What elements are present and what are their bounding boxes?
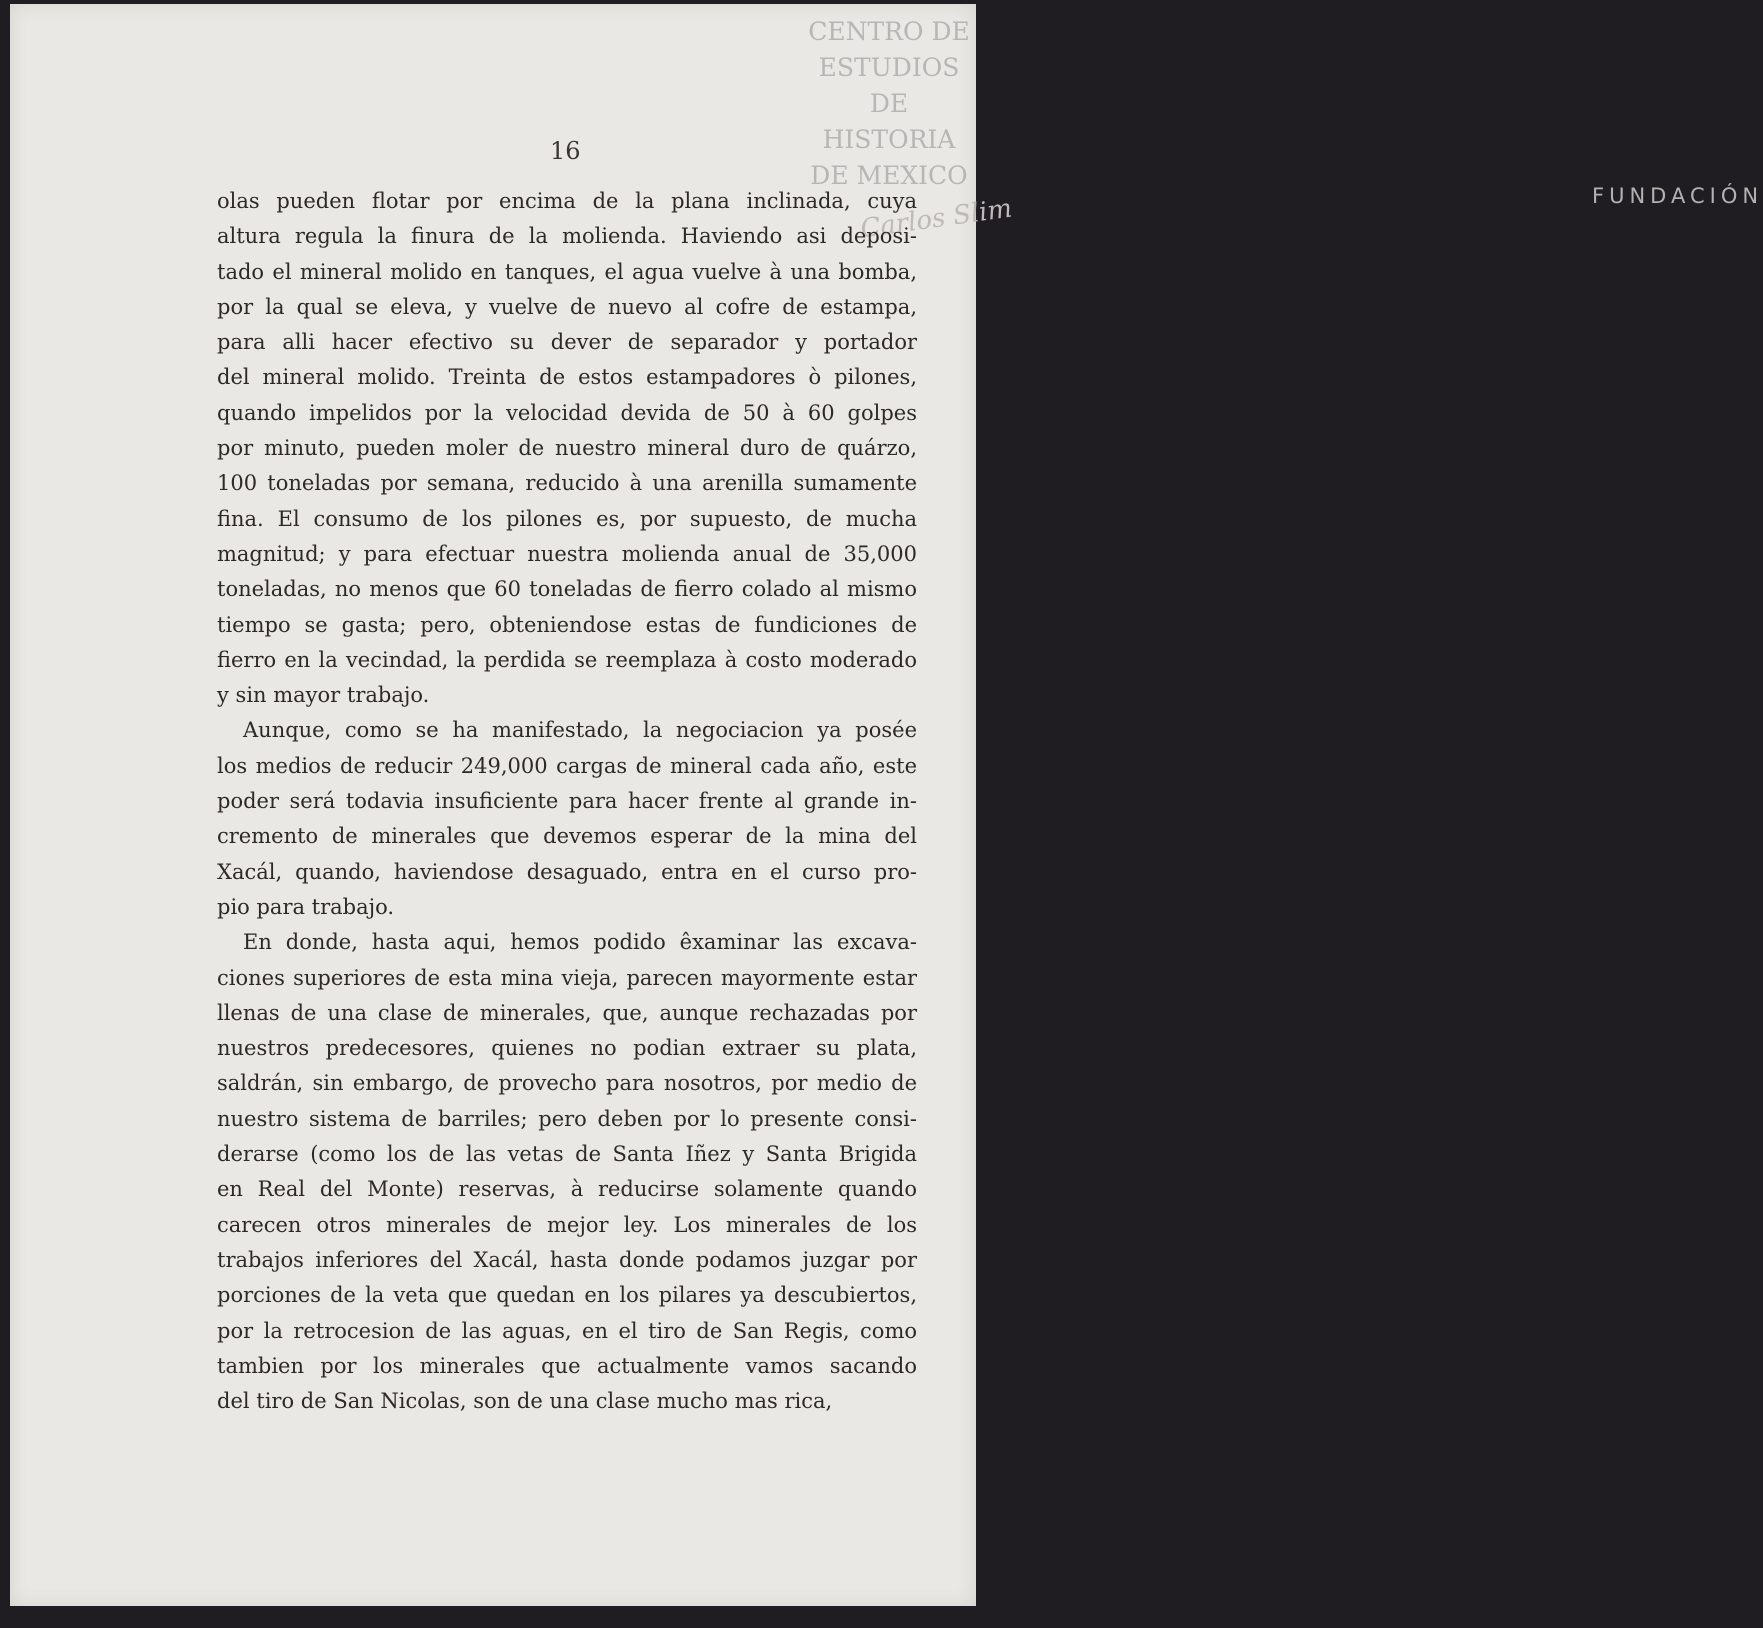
text-line: ciones superiores de esta mina vieja, parecen mayormente estar [217, 965, 917, 990]
watermark-stamp [800, 14, 978, 194]
text-line: en Real del Monte) reservas, à reducirse solamente quando [217, 1177, 917, 1202]
text-line: quando impelidos por la velocidad devida de 50 à 60 golpes [217, 400, 917, 425]
text-line: olas pueden flotar por encima de la plana inclinada, cuya [217, 189, 917, 213]
text-line: nuestro sistema de barriles; pero deben por lo presente consi- [217, 1106, 917, 1131]
watermark-line: DE MEXICO [810, 161, 968, 190]
text-line: por la qual se eleva, y vuelve de nuevo al cofre de estampa, [217, 294, 917, 319]
text-line: trabajos inferiores del Xacál, hasta donde podamos juzgar por [217, 1247, 917, 1272]
watermark-line: DE HISTORIA [822, 89, 956, 154]
text-line: por la retrocesion de las aguas, en el tiro de San Regis, como [217, 1318, 917, 1343]
text-line: En donde, hasta aqui, hemos podido êxaminar las excava- [243, 930, 917, 955]
text-line: saldrán, sin embargo, de provecho para nosotros, por medio de [217, 1071, 917, 1096]
text-line: fierro en la vecindad, la perdida se reemplaza à costo moderado [217, 647, 917, 672]
text-line: llenas de una clase de minerales, que, aunque rechazadas por [217, 1000, 917, 1025]
text-line: tado el mineral molido en tanques, el agua vuelve à una bomba, [217, 259, 917, 284]
document-page [10, 4, 1763, 1606]
watermark-line: ESTUDIOS [818, 53, 960, 82]
text-line: toneladas, no menos que 60 toneladas de fierro colado al mismo [217, 577, 917, 602]
watermark-line: CENTRO DE [808, 17, 970, 46]
page-number: 16 [550, 137, 581, 165]
text-line: Aunque, como se ha manifestado, la negociacion ya posée [243, 718, 917, 743]
text-line: 100 toneladas por semana, reducido à una arenilla sumamente [217, 471, 917, 496]
watermark-foundation: FUNDACIÓN [1592, 184, 1763, 208]
text-line: fina. El consumo de los pilones es, por supuesto, de mucha [217, 506, 917, 531]
text-line: por minuto, pueden moler de nuestro mineral duro de quárzo, [217, 436, 917, 461]
text-line: pio para trabajo. [217, 894, 395, 919]
text-line: tambien por los minerales que actualmente vamos sacando [217, 1353, 917, 1378]
text-line: carecen otros minerales de mejor ley. Los minerales de los [217, 1212, 917, 1237]
body-text [217, 184, 917, 1419]
text-line: los medios de reducir 249,000 cargas de mineral cada año, este [217, 753, 917, 778]
text-line: poder será todavia insuficiente para hacer frente al grande in- [217, 789, 917, 814]
text-line: tiempo se gasta; pero, obteniendose estas de fundiciones de [217, 612, 917, 637]
text-line: y sin mayor trabajo. [217, 683, 430, 708]
text-line: derarse (como los de las vetas de Santa Iñez y Santa Brigida [217, 1142, 917, 1167]
text-line: para alli hacer efectivo su dever de separador y portador [217, 330, 917, 355]
text-line: cremento de minerales que devemos esperar de la mina del [217, 824, 917, 849]
watermark-signature: Carlos Slim [858, 193, 1014, 245]
text-line: porciones de la veta que quedan en los pilares ya descubiertos, [217, 1283, 917, 1308]
text-line: Xacál, quando, haviendose desaguado, entra en el curso pro- [217, 859, 917, 884]
text-line: magnitud; y para efectuar nuestra molienda anual de 35,000 [217, 541, 917, 566]
text-line: nuestros predecesores, quienes no podian extraer su plata, [217, 1036, 917, 1061]
text-line: altura regula la finura de la molienda. Haviendo asi deposi- [217, 224, 917, 249]
text-line: del mineral molido. Treinta de estos estampadores ò pilones, [217, 365, 917, 390]
text-line: del tiro de San Nicolas, son de una clase mucho mas rica, [217, 1389, 833, 1414]
